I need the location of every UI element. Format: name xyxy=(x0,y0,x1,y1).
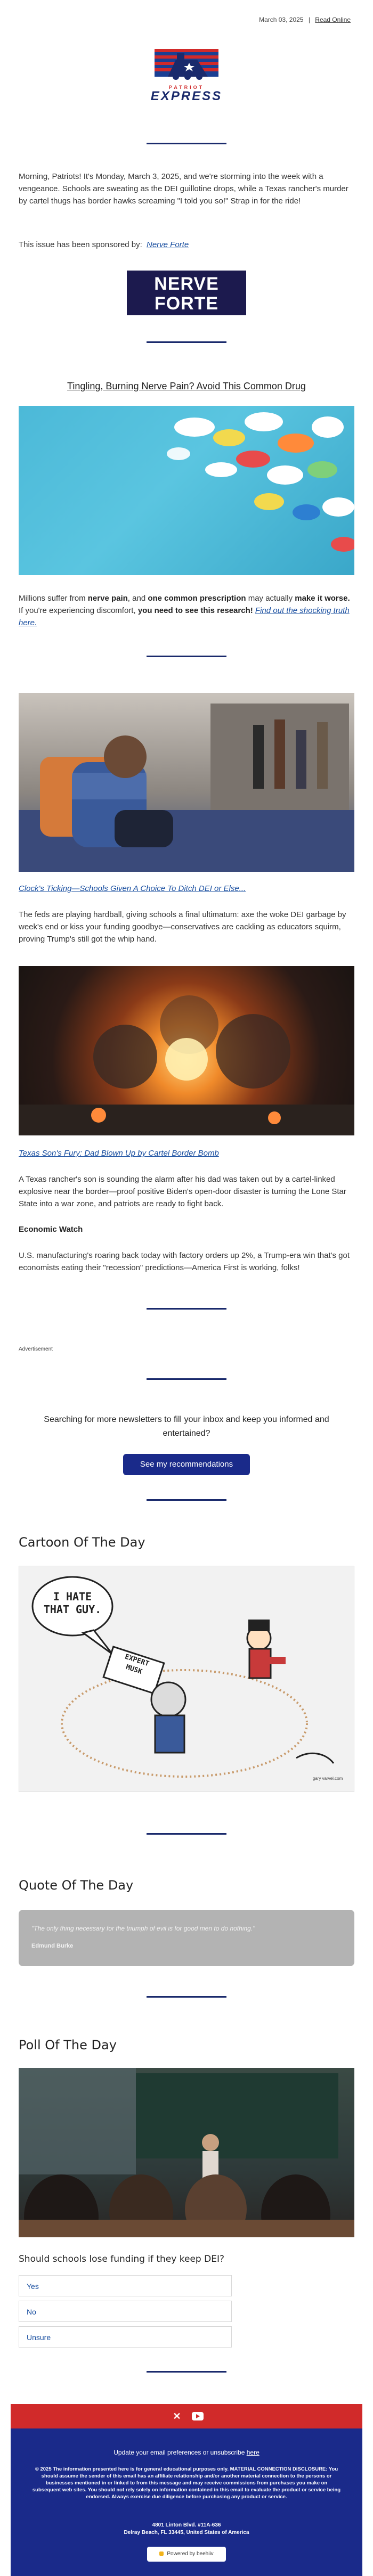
intro-paragraph: Morning, Patriots! It's Monday, March 3, 2025, and we're storming into the week with a vengeance. Schools are sweating as the DEI guillotine drops, while a Texas rancher's murder by cartel thugs has border hawks screaming "I told you so!" Strap in for the ride! xyxy=(19,172,348,206)
beehiiv-icon xyxy=(159,2552,164,2556)
pills-illustration xyxy=(19,406,354,575)
issue-date: March 03, 2025 xyxy=(259,16,304,23)
footer-address1: 4801 Linton Blvd. #11A-636 xyxy=(152,2522,221,2528)
ad-headline-link[interactable]: Tingling, Burning Nerve Pain? Avoid This Common Drug xyxy=(67,381,306,391)
nerve-forte-logo[interactable] xyxy=(127,271,246,315)
x-icon[interactable]: ✕ xyxy=(173,2411,181,2422)
classroom-image[interactable] xyxy=(19,2068,354,2237)
footer-main xyxy=(11,2428,362,2576)
cartoon-image[interactable] xyxy=(19,1566,354,1792)
youtube-icon[interactable] xyxy=(192,2412,204,2420)
header-meta xyxy=(259,16,351,23)
ad-body-text: , and xyxy=(127,594,148,603)
see-recommendations-button[interactable]: See my recommendations xyxy=(123,1454,250,1475)
advertisement-label: Advertisement xyxy=(19,1346,53,1352)
divider xyxy=(147,1996,226,1998)
divider xyxy=(147,1308,226,1310)
explosion-illustration xyxy=(19,966,354,1135)
divider xyxy=(147,1833,226,1835)
footer-address2: Delray Beach, FL 33445, United States of America xyxy=(124,2530,249,2536)
powered-by-badge[interactable] xyxy=(147,2547,226,2562)
quote-text: "The only thing necessary for the triumph of evil is for good men to do nothing." xyxy=(31,1925,255,1932)
poll-option-no[interactable]: No xyxy=(19,2301,232,2322)
footer-legal: © 2025 The information presented here is for general educational purposes only. MATERIAL CONNECTION DISCLOSURE: You should assume the sender of this email has an affiliate relationship and/or another material connection to the persons or businesses mentioned in or linked to from this message and may receive commissions from purchases you make on subsequent web sites. You should not rely solely on information contained in this email to evaluate the product or service being endorsed. Always exercise due diligence before purchasing any product or service. xyxy=(32,2466,341,2500)
poll-question: Should schools lose funding if they keep DEI? xyxy=(19,2254,224,2264)
footer-prefs xyxy=(11,2449,362,2456)
ad-body-text: If you're experiencing discomfort, xyxy=(19,606,138,615)
quote-author: Edmund Burke xyxy=(31,1943,74,1949)
powered-by-text: Powered by beehiiv xyxy=(167,2551,214,2557)
ad-body-bold: you need to see this research! xyxy=(137,606,253,615)
sponsor-line xyxy=(19,240,189,249)
sponsor-logo-line2: FORTE xyxy=(154,293,219,314)
divider xyxy=(147,2371,226,2373)
story2-link[interactable]: Texas Son's Fury: Dad Blown Up by Cartel Border Bomb xyxy=(19,1149,219,1158)
divider xyxy=(147,656,226,657)
divider xyxy=(147,143,226,144)
poll-option-yes[interactable]: Yes xyxy=(19,2275,232,2296)
poll-option-unsure[interactable]: Unsure xyxy=(19,2326,232,2348)
ad-body-bold: one common prescription xyxy=(148,594,246,603)
story2-text: A Texas rancher's son is sounding the alarm after his dad was taken out by a cartel-linked explosive near the border—proof positive Biden's open-door disaster is turning the Lone Star State into a war zone, and patriots are ready to fight back. xyxy=(19,1175,346,1208)
recommend-text: Searching for more newsletters to fill your inbox and keep you informed and entertained? xyxy=(44,1415,329,1438)
poll-title: Poll Of The Day xyxy=(19,2038,117,2052)
sad-boy-illustration xyxy=(19,693,354,872)
footer-social-bar xyxy=(11,2404,362,2428)
sponsor-link[interactable]: Nerve Forte xyxy=(146,240,189,249)
ad-body-text: may actually xyxy=(246,594,295,603)
ad-body xyxy=(19,592,354,629)
quote-box xyxy=(19,1910,354,1966)
quote-title: Quote Of The Day xyxy=(19,1878,134,1893)
explosion-image[interactable] xyxy=(19,966,354,1135)
ad-body-bold: make it worse. xyxy=(295,594,350,603)
story1-link[interactable]: Clock's Ticking—Schools Given A Choice To Ditch DEI or Else... xyxy=(19,884,246,893)
cartoon-sign-text: EXPERT MUSK xyxy=(124,1653,150,1677)
school-hallway-image[interactable] xyxy=(19,693,354,872)
cartoon-title: Cartoon Of The Day xyxy=(19,1535,145,1550)
ad-body-link[interactable]: Find out the shocking truth here. xyxy=(19,606,350,627)
economic-text: U.S. manufacturing's roaring back today with factory orders up 2%, a Trump-era win that's got economists eating their "recession" predictions—America First is working, folks! xyxy=(19,1251,350,1272)
story1-text: The feds are playing hardball, giving schools a final ultimatum: axe the woke DEI garbage by week's end or kiss your funding goodbye—conservatives are cackling as educators squirm, proving Trump's still got the whip hand. xyxy=(19,910,346,944)
read-online-link[interactable]: Read Online xyxy=(315,16,351,23)
logo-top-text: PATRIOT xyxy=(168,85,205,90)
unsubscribe-link[interactable]: here xyxy=(246,2449,260,2456)
divider xyxy=(147,1378,226,1380)
divider xyxy=(147,341,226,343)
cartoon-bubble-text: I HATE THAT GUY. xyxy=(43,1590,102,1616)
cartoon-credit: gary varvel.com xyxy=(312,1776,343,1781)
footer-prefs-text: Update your email preferences or unsubscribe xyxy=(113,2449,247,2456)
sponsor-logo-line1: NERVE xyxy=(154,274,219,294)
divider xyxy=(147,1499,226,1501)
ad-body-bold: nerve pain xyxy=(87,594,128,603)
logo-bottom-text: EXPRESS xyxy=(150,89,223,103)
train-flag-icon xyxy=(144,44,229,82)
classroom-illustration xyxy=(19,2068,354,2237)
economic-heading: Economic Watch xyxy=(19,1225,83,1234)
header-separator: | xyxy=(308,16,310,23)
pills-image[interactable] xyxy=(19,406,354,575)
ad-body-text: Millions suffer from xyxy=(19,594,88,603)
sponsor-prefix: This issue has been sponsored by: xyxy=(19,240,142,249)
patriot-express-logo[interactable] xyxy=(144,44,229,108)
